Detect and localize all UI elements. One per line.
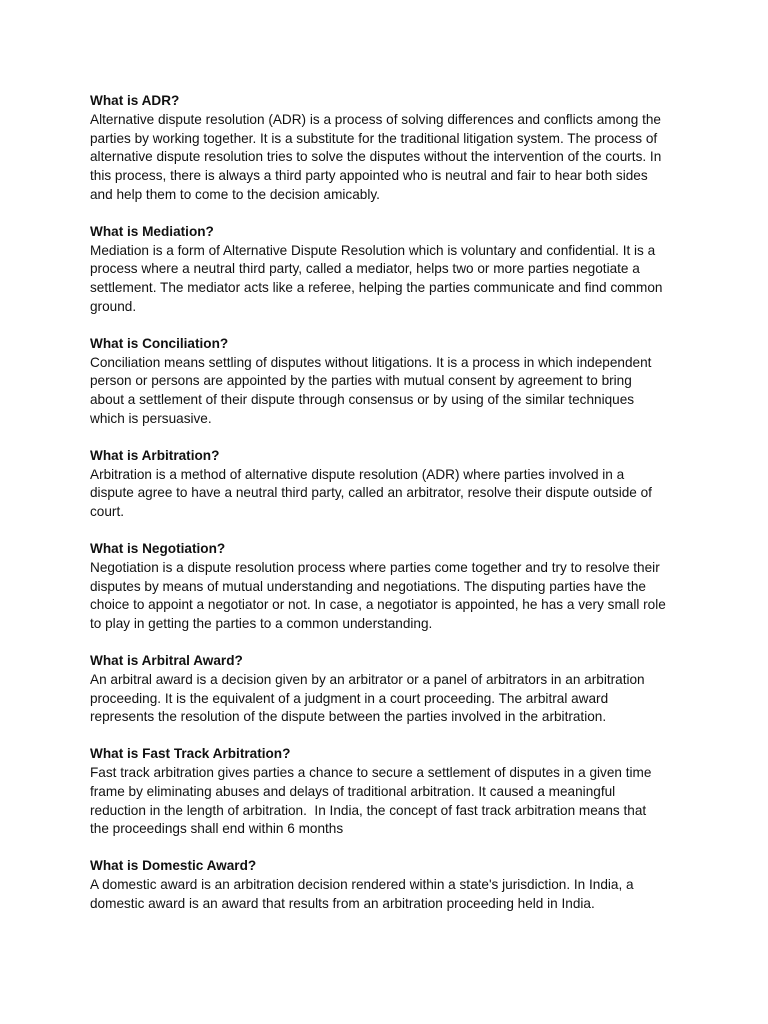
body-line: Alternative dispute resolution (ADR) is a process of solving differences and conflicts among the xyxy=(90,111,661,127)
section-body xyxy=(90,242,680,317)
section-negotiation xyxy=(90,540,680,634)
section-heading: What is Arbitration? xyxy=(90,447,220,463)
section-heading: What is Arbitral Award? xyxy=(90,652,243,668)
body-line: and help them to come to the decision amicably. xyxy=(90,186,380,202)
section-heading: What is Conciliation? xyxy=(90,335,229,351)
section-body xyxy=(90,876,680,914)
section-heading: What is Negotiation? xyxy=(90,540,226,556)
body-line: A domestic award is an arbitration decision rendered within a state's jurisdiction. In India, a xyxy=(90,876,634,892)
body-line: frame by eliminating abuses and delays of traditional arbitration. It caused a meaningful xyxy=(90,783,616,799)
body-line: Conciliation means settling of disputes without litigations. It is a process in which independent xyxy=(90,354,652,370)
section-body xyxy=(90,466,680,522)
body-line: process where a neutral third party, called a mediator, helps two or more parties negotiate a xyxy=(90,261,640,277)
body-line: settlement. The mediator acts like a referee, helping the parties communicate and find common xyxy=(90,280,663,296)
section-arbitral-award xyxy=(90,652,680,727)
body-line: disputes by means of mutual understanding and negotiations. The disputing parties have the xyxy=(90,578,646,594)
body-line: to play in getting the parties to a common understanding. xyxy=(90,616,433,632)
section-domestic-award xyxy=(90,857,680,913)
section-conciliation xyxy=(90,335,680,429)
section-body xyxy=(90,354,680,429)
section-body xyxy=(90,559,680,634)
section-body xyxy=(90,671,680,727)
body-line: represents the resolution of the dispute between the parties involved in the arbitration. xyxy=(90,709,607,725)
body-line: Fast track arbitration gives parties a chance to secure a settlement of disputes in a given time xyxy=(90,764,652,780)
body-line: parties by working together. It is a substitute for the traditional litigation system. The process of xyxy=(90,130,658,146)
body-line: domestic award is an award that results from an arbitration proceeding held in India. xyxy=(90,895,595,911)
section-body xyxy=(90,111,680,205)
section-heading: What is Fast Track Arbitration? xyxy=(90,746,291,762)
section-arbitration xyxy=(90,447,680,522)
document-page xyxy=(90,92,680,931)
body-line: alternative dispute resolution tries to solve the disputes without the intervention of the courts. In xyxy=(90,149,662,165)
body-line: Arbitration is a method of alternative dispute resolution (ADR) where parties involved in a xyxy=(90,466,625,482)
section-fast-track-arbitration xyxy=(90,745,680,839)
body-line: choice to appoint a negotiator or not. In case, a negotiator is appointed, he has a very small role xyxy=(90,597,666,613)
body-line: Negotiation is a dispute resolution process where parties come together and try to resolve their xyxy=(90,559,660,575)
body-line: dispute agree to have a neutral third party, called an arbitrator, resolve their dispute outside of xyxy=(90,485,652,501)
body-line: which is persuasive. xyxy=(90,410,212,426)
body-line: An arbitral award is a decision given by an arbitrator or a panel of arbitrators in an arbitration xyxy=(90,671,645,687)
body-line: ground. xyxy=(90,298,137,314)
section-adr xyxy=(90,92,680,205)
section-heading: What is ADR? xyxy=(90,93,180,108)
body-line: reduction in the length of arbitration. In India, the concept of fast track arbitration means that xyxy=(90,802,647,818)
body-line: proceeding. It is the equivalent of a judgment in a court proceeding. The arbitral award xyxy=(90,690,609,706)
body-line: the proceedings shall end within 6 months xyxy=(90,821,344,837)
section-heading: What is Domestic Award? xyxy=(90,858,257,874)
section-body xyxy=(90,764,680,839)
body-line: Mediation is a form of Alternative Dispute Resolution which is voluntary and confidential. It is a xyxy=(90,242,656,258)
section-mediation xyxy=(90,223,680,317)
body-line: this process, there is always a third party appointed who is neutral and fair to hear both sides xyxy=(90,168,648,184)
body-line: about a settlement of their dispute through consensus or by using of the similar techniques xyxy=(90,392,635,408)
body-line: court. xyxy=(90,504,124,520)
body-line: person or persons are appointed by the parties with mutual consent by agreement to bring xyxy=(90,373,632,389)
section-heading: What is Mediation? xyxy=(90,223,214,239)
